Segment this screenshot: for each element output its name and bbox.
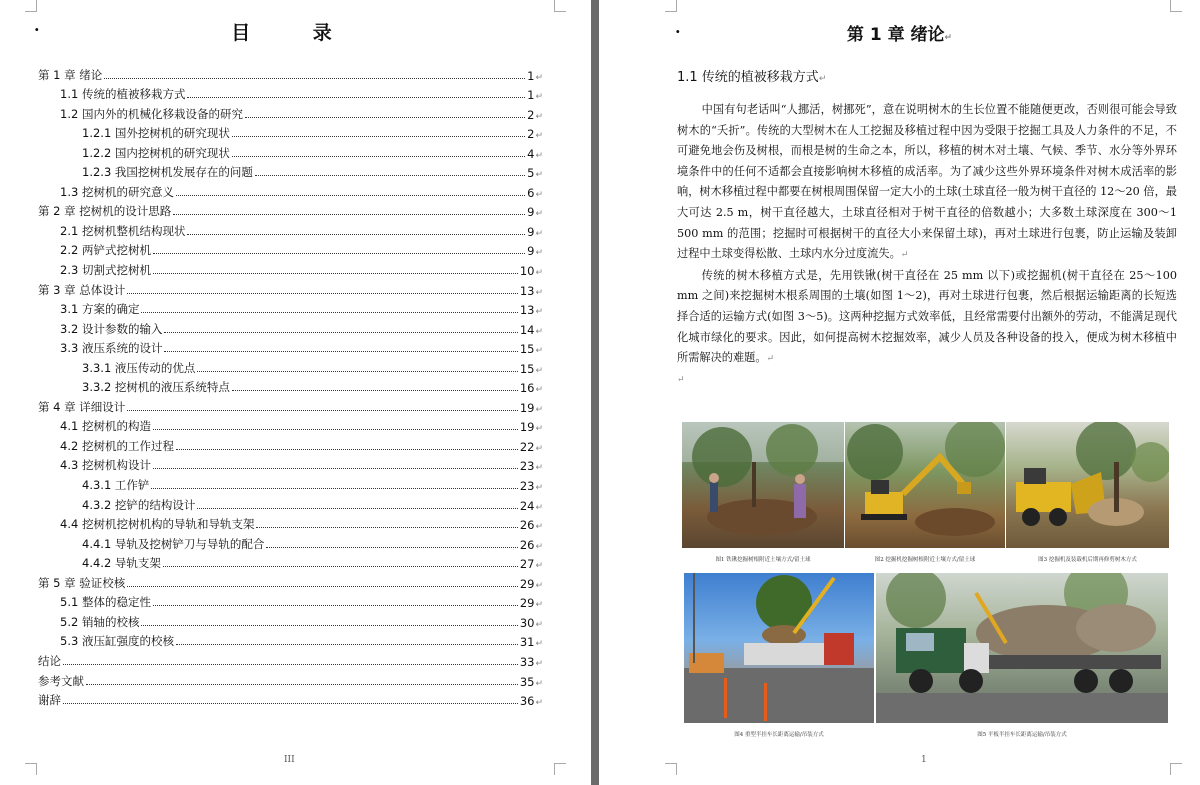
toc-leader-dots: [127, 293, 518, 294]
toc-leader-dots: [153, 253, 525, 254]
paragraph-mark: ↵: [535, 287, 543, 298]
toc-entry-page: 4: [527, 146, 535, 161]
toc-entry-page: 19: [519, 420, 535, 435]
toc-entry-page: 23: [519, 479, 535, 494]
paragraph-mark: ↵: [535, 92, 543, 103]
toc-entry[interactable]: [38, 239, 543, 259]
paragraph: 传统的树木移植方式是，先用铁锹(树干直径在 25 mm 以下)或挖掘机(树干直径在 25～100 mm 之间)来挖掘树木根系周围的土壤(如图 1～2)，再对土球进行包裹，然后根据运输距离的长短选择合适的运输方式(如图 3～5)。这两种挖掘方式效率低，且经常需要付出额外的劳动，不能满足现代化城市绿化的要求。因此，如何提高树木挖掘效率，减少人员及各种设备的投入，便成为树木移植中所需解决的难题。↵: [677, 268, 1177, 365]
paragraph-mark: ↵: [535, 189, 543, 200]
toc-entry-text: 1.2 国内外的机械化移栽设备的研究: [60, 106, 243, 121]
paragraph-mark: ↵: [535, 228, 543, 239]
body-text: [677, 100, 1177, 390]
toc-entry-page: 33: [519, 654, 535, 669]
toc-entry[interactable]: [38, 200, 543, 220]
paragraph-bullet: ·: [675, 22, 681, 41]
page-corner-mark: [25, 763, 37, 775]
toc-entry[interactable]: [38, 141, 543, 161]
toc-entry-page: 23: [519, 459, 535, 474]
figure-caption: 图5 平板半挂车长距离运输/吊装方式: [977, 732, 1067, 738]
page-corner-mark: [665, 763, 677, 775]
paragraph-mark: ↵: [535, 385, 543, 396]
paragraph-mark: ↵: [535, 404, 543, 415]
toc-entry-page: 22: [519, 439, 535, 454]
toc-entry[interactable]: [38, 649, 543, 669]
empty-paragraph-mark: ↵: [677, 374, 685, 385]
toc-entry-text: 第 3 章 总体设计: [38, 282, 126, 297]
toc-entry-page: 16: [519, 381, 535, 396]
page-corner-mark: [554, 0, 566, 12]
toc-entry-text: 2.3 切割式挖树机: [60, 263, 151, 278]
toc-leader-dots: [63, 664, 518, 665]
toc-entry[interactable]: [38, 337, 543, 357]
figure-caption: 图3 挖掘机及装载机后期再修剪树木方式: [1038, 557, 1137, 563]
toc-entry-page: 24: [519, 498, 535, 513]
toc-entry-text: 4.3 挖树机构设计: [60, 458, 151, 473]
toc-leader-dots: [163, 566, 518, 567]
toc-entry-page: 29: [519, 596, 535, 611]
toc-entry-page: 2: [527, 107, 535, 122]
toc-entry-page: 27: [519, 557, 535, 572]
photo-manual-digging: [682, 422, 844, 548]
figure-caption: 图2 挖掘机挖掘树根附近土壤方式/留土球: [874, 557, 976, 563]
photo-flatbed-transport-trees: [876, 573, 1168, 723]
toc-entry-page: 14: [519, 322, 535, 337]
toc-leader-dots: [63, 703, 518, 704]
paragraph-mark: ↵: [535, 561, 543, 572]
toc-entry[interactable]: [38, 689, 543, 709]
toc-entry[interactable]: [38, 356, 543, 376]
page-number: III: [284, 755, 295, 765]
toc-entry[interactable]: [38, 278, 543, 298]
toc-entry-text: 第 1 章 绪论: [38, 67, 103, 82]
page-corner-mark: [25, 0, 37, 12]
toc-entry-text: 5.3 液压缸强度的校核: [60, 634, 174, 649]
toc-entry-text: 谢辞: [38, 693, 61, 708]
paragraph-mark: ↵: [535, 658, 543, 669]
paragraph-mark: ↵: [535, 170, 543, 181]
toc-entry-text: 4.4 挖树机挖树机构的导轨和导轨支架: [60, 517, 255, 532]
toc-entry-text: 1.2.3 我国挖树机发展存在的问题: [82, 165, 253, 180]
toc-entry[interactable]: [38, 630, 543, 650]
toc-entry-page: 5: [527, 166, 535, 181]
toc-entry-text: 3.3.2 挖树机的液压系统特点: [82, 380, 230, 395]
toc-leader-dots: [176, 449, 518, 450]
toc-entry[interactable]: [38, 513, 543, 533]
toc-entry-page: 13: [519, 303, 535, 318]
photo-excavator-digging: [845, 422, 1005, 548]
paragraph-mark: ↵: [535, 483, 543, 494]
paragraph-mark: ↵: [535, 248, 543, 259]
chapter-page: [599, 0, 1200, 785]
toc-leader-dots: [86, 684, 518, 685]
toc-leader-dots: [232, 156, 525, 157]
toc-leader-dots: [197, 371, 517, 372]
toc-entry-page: 15: [519, 361, 535, 376]
toc-entry-page: 10: [519, 264, 535, 279]
toc-entry-text: 3.3 液压系统的设计: [60, 341, 163, 356]
photo-truck-transport-tree: [684, 573, 874, 723]
toc-leader-dots: [232, 390, 518, 391]
toc-entry-text: 3.2 设计参数的输入: [60, 321, 163, 336]
paragraph-mark: ↵: [535, 326, 543, 337]
paragraph-mark: ↵: [535, 678, 543, 689]
paragraph-mark: ↵: [535, 346, 543, 357]
paragraph: 中国有句老话叫“人挪活，树挪死”，意在说明树木的生长位置不能随便更改，否则很可能会导致树木的“夭折”。传统的大型树木在人工挖掘及移植过程中因为受限于挖掘工具及人力条件的不足，不可避免地会伤及树根，而根是树的生命之本，所以，移植的树木对土壤、气候、季节、水分等外界环境条件中的任何不适都会直接影响树木移植的成活率。为了减少这些外界环境条件对树木成活率的影响，树木移植过程中都要在树根周围保留一定大小的土球(土球直径一般为树干直径的 12～20 倍，最大可达 2.5 m，树干直径越大，土球直径相对于树干直径的倍数越小；大多数土球深度在 300～1 500 mm 的范围；挖掘时可根据树干的直径大小来保留土球)，再对土球进行包裹，防止运输及装卸过程中土球变得松散、土球内水分过度流失。↵: [677, 103, 1177, 261]
toc-leader-dots: [153, 605, 518, 606]
toc-leader-dots: [127, 410, 518, 411]
toc-entry-page: 6: [527, 185, 535, 200]
toc-leader-dots: [187, 234, 525, 235]
toc-entry[interactable]: [38, 63, 543, 83]
page-corner-mark: [554, 763, 566, 775]
toc-entry[interactable]: [38, 122, 543, 142]
toc-entry-page: 1: [527, 68, 535, 83]
toc-entry-text: 1.3 挖树机的研究意义: [60, 184, 174, 199]
toc-entry-text: 4.1 挖树机的构造: [60, 419, 151, 434]
toc-entry[interactable]: [38, 610, 543, 630]
toc-leader-dots: [153, 429, 518, 430]
toc-entry-text: 1.2.2 国内挖树机的研究现状: [82, 145, 230, 160]
toc-entry[interactable]: [38, 493, 543, 513]
toc-entry[interactable]: [38, 258, 543, 278]
paragraph-mark: ↵: [535, 600, 543, 611]
photo-loader-moving-tree: [1006, 422, 1169, 548]
paragraph-mark: ↵: [535, 150, 543, 161]
paragraph-mark: ↵: [535, 365, 543, 376]
toc-entry-text: 4.4.2 导轨支架: [82, 556, 161, 571]
toc-entry[interactable]: [38, 552, 543, 572]
toc-entry-page: 31: [519, 635, 535, 650]
toc-entry-page: 9: [527, 205, 535, 220]
toc-leader-dots: [266, 547, 517, 548]
toc-entry-text: 3.1 方案的确定: [60, 302, 140, 317]
toc-entry-text: 4.3.1 工作铲: [82, 478, 150, 493]
toc-entry-text: 第 2 章 挖树机的设计思路: [38, 204, 172, 219]
toc-entry[interactable]: [38, 415, 543, 435]
toc-entry-page: 13: [519, 283, 535, 298]
toc-leader-dots: [164, 332, 517, 333]
paragraph-mark: ↵: [535, 463, 543, 474]
toc-leader-dots: [245, 117, 525, 118]
paragraph-mark: ↵: [535, 111, 543, 122]
toc-entry-text: 第 4 章 详细设计: [38, 399, 126, 414]
toc-entry[interactable]: [38, 434, 543, 454]
toc-entry-page: 29: [519, 576, 535, 591]
toc-entry-text: 5.1 整体的稳定性: [60, 595, 151, 610]
toc-entry-text: 4.2 挖树机的工作过程: [60, 438, 174, 453]
chapter-title: 第 1 章 绪论↵: [846, 25, 953, 45]
figure-caption: 图4 重型半挂车长距离运输/吊装方式: [734, 732, 824, 738]
toc-page: [0, 0, 591, 785]
page-number: 1: [921, 755, 927, 765]
figure-caption: 图1 铁锹挖掘树根附近土壤方式/留土球: [715, 557, 811, 563]
toc-entry-page: 30: [519, 615, 535, 630]
toc-entry[interactable]: [38, 161, 543, 181]
toc-leader-dots: [255, 175, 525, 176]
toc-entry-text: 2.1 挖树机整机结构现状: [60, 223, 186, 238]
toc-leader-dots: [232, 136, 525, 137]
toc-entry[interactable]: [38, 473, 543, 493]
toc-entry-text: 5.2 销轴的校核: [60, 614, 140, 629]
toc-entry-page: 26: [519, 537, 535, 552]
paragraph-mark: ↵: [535, 639, 543, 650]
paragraph-mark: ↵: [535, 522, 543, 533]
page-gap: [591, 0, 599, 785]
paragraph-mark: ↵: [535, 443, 543, 454]
toc-entry-text: 1.1 传统的植被移栽方式: [60, 87, 186, 102]
toc-entry[interactable]: [38, 376, 543, 396]
toc-entry-text: 结论: [38, 653, 61, 668]
toc-entry-text: 1.2.1 国外挖树机的研究现状: [82, 126, 230, 141]
toc-entry[interactable]: [38, 669, 543, 689]
paragraph-mark: ↵: [535, 580, 543, 591]
toc-entry-text: 4.3.2 挖铲的结构设计: [82, 497, 196, 512]
toc-leader-dots: [197, 508, 517, 509]
toc-entry-text: 第 5 章 验证校核: [38, 575, 126, 590]
toc-list: [38, 63, 543, 708]
paragraph-mark: ↵: [535, 424, 543, 435]
page-corner-mark: [665, 0, 677, 12]
toc-entry-page: 15: [519, 342, 535, 357]
toc-entry-text: 3.3.1 液压传动的优点: [82, 360, 196, 375]
toc-leader-dots: [187, 97, 525, 98]
toc-entry-page: 26: [519, 518, 535, 533]
toc-entry-text: 4.4.1 导轨及挖树铲刀与导轨的配合: [82, 536, 265, 551]
section-title: 1.1 传统的植被移栽方式↵: [677, 70, 827, 85]
toc-entry[interactable]: [38, 591, 543, 611]
toc-leader-dots: [151, 488, 517, 489]
paragraph-mark: ↵: [535, 698, 543, 709]
toc-entry[interactable]: [38, 532, 543, 552]
toc-entry[interactable]: [38, 298, 543, 318]
toc-leader-dots: [164, 351, 517, 352]
toc-entry[interactable]: [38, 571, 543, 591]
toc-entry[interactable]: [38, 317, 543, 337]
toc-entry[interactable]: [38, 83, 543, 103]
paragraph-mark: ↵: [535, 307, 543, 318]
paragraph-mark: ↵: [535, 72, 543, 83]
toc-title: 目 录: [231, 22, 360, 44]
paragraph-mark: ↵: [535, 619, 543, 630]
toc-leader-dots: [176, 195, 525, 196]
toc-leader-dots: [176, 644, 518, 645]
paragraph-mark: ↵: [535, 209, 543, 220]
paragraph-mark: ↵: [535, 502, 543, 513]
toc-leader-dots: [104, 78, 525, 79]
toc-leader-dots: [127, 586, 518, 587]
toc-entry-page: 35: [519, 674, 535, 689]
toc-entry-text: 参考文献: [38, 673, 84, 688]
toc-leader-dots: [173, 214, 525, 215]
paragraph-mark: ↵: [535, 268, 543, 279]
toc-leader-dots: [153, 468, 518, 469]
toc-entry-page: 9: [527, 244, 535, 259]
toc-leader-dots: [141, 625, 517, 626]
toc-entry[interactable]: [38, 219, 543, 239]
toc-leader-dots: [141, 312, 517, 313]
toc-leader-dots: [256, 527, 517, 528]
paragraph-mark: ↵: [535, 541, 543, 552]
toc-entry-page: 2: [527, 127, 535, 142]
toc-entry[interactable]: [38, 180, 543, 200]
paragraph-mark: ↵: [535, 131, 543, 142]
toc-entry[interactable]: [38, 102, 543, 122]
page-corner-mark: [1170, 0, 1182, 12]
toc-entry-page: 1: [527, 88, 535, 103]
toc-leader-dots: [153, 273, 518, 274]
toc-entry-page: 36: [519, 694, 535, 709]
toc-entry-page: 19: [519, 400, 535, 415]
toc-entry[interactable]: [38, 454, 543, 474]
page-corner-mark: [1170, 763, 1182, 775]
paragraph-bullet: ·: [34, 20, 40, 39]
toc-entry[interactable]: [38, 395, 543, 415]
toc-entry-page: 9: [527, 224, 535, 239]
toc-entry-text: 2.2 两铲式挖树机: [60, 243, 151, 258]
